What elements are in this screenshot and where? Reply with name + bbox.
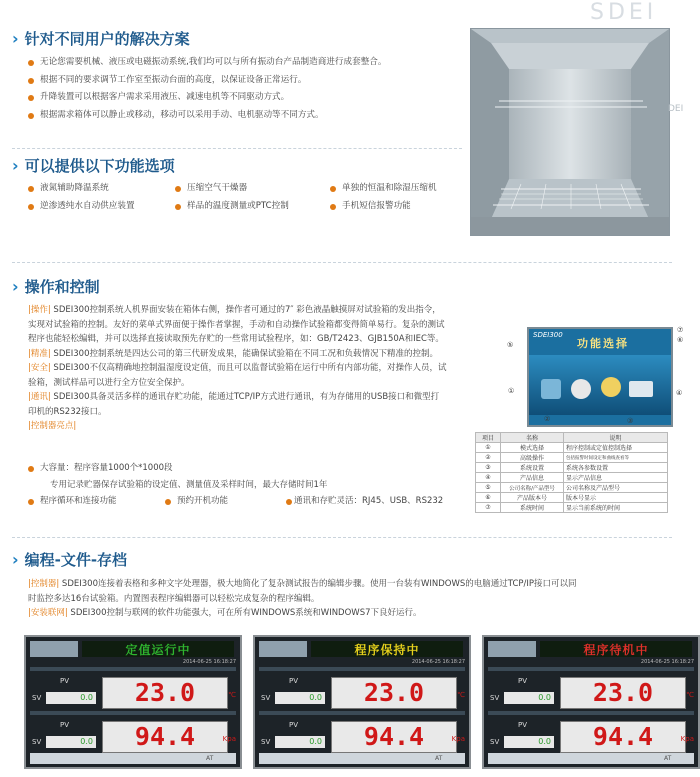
home-icon[interactable]: [30, 641, 78, 657]
bullet-icon: [330, 204, 336, 210]
home-icon[interactable]: [488, 641, 536, 657]
section-title-programming: › 编程-文件-存档: [12, 550, 128, 569]
photo-edge-text: DEI: [668, 104, 684, 114]
controller-screen-panel: [253, 635, 471, 769]
pv-value-temp: 23.0: [331, 677, 457, 709]
chamber-illustration: [471, 29, 669, 235]
callout-7: ⑦: [677, 326, 684, 334]
pv-label: PV: [518, 677, 528, 685]
advanced-icon: [571, 379, 591, 399]
watermark-logo: SDEI: [590, 0, 658, 25]
table-row: ② 高级操作 包括报警时间设定和曲线查看等: [476, 453, 668, 463]
divider: [12, 262, 672, 263]
list-item: 无论您需要机械、液压或电磁振动系统,我们均可以与所有振动台产品制造商进行成套整合。: [28, 56, 386, 69]
bullet-icon: [28, 186, 34, 192]
sv-label: SV: [32, 694, 42, 702]
pv-value-temp: 23.0: [102, 677, 228, 709]
sv-value-press[interactable]: 0.0: [46, 736, 96, 748]
bullet-icon: [28, 499, 34, 505]
bullet-icon: [28, 113, 34, 119]
table-row: ⑤ 公司名称/产品型号 公司名称及产品型号: [476, 483, 668, 493]
sv-label: SV: [490, 694, 500, 702]
callout-6: ⑥: [677, 336, 684, 344]
panel-datetime: 2014-06-25 16:18:27: [182, 659, 236, 665]
pv-value-press: 94.4: [560, 721, 686, 753]
header-bar: [30, 711, 236, 715]
chevron-right-icon: ›: [12, 156, 19, 175]
status-banner: 程序保持中: [311, 641, 463, 657]
sv-value-temp[interactable]: 0.0: [275, 692, 325, 704]
function-table: [475, 432, 668, 513]
highlight-item: 预约开机功能: [165, 495, 228, 508]
callout-2: ②: [544, 415, 551, 423]
screen-title: SDEI300: [533, 331, 563, 339]
option-item: 手机短信报警功能: [330, 200, 411, 213]
panel-footer: AT: [30, 753, 236, 764]
section-title-solutions: › 针对不同用户的解决方案: [12, 29, 190, 48]
bullet-icon: [175, 204, 181, 210]
operation-text: |操作| SDEI300控制系统人机界面安装在箱体右侧，操作者可通过的7″ 彩色液晶触摸屏对试验箱的发出指令， 实现对试验箱的控制。友好的菜单式界面便于操作者掌握，手动和自动操作试验箱都变得简单易行。复杂的测试 程序也能轻松编辑，并可以选择直接读取预先存贮的一些常用试验程序，如：GB/T2423、GJB150A和IEC等。 |精准| SDEI300控制系统是四达公司的第三代研发成果，能确保试验箱在不同工况和负载情况下精准的控制。 |安全| SDEI300不仅高精确地控制温湿度设定值，而且可以监督试验箱在运行中所有内部功能，对操作人员，试 验箱，测试样品可以进行全方位安全保护。 |通讯| SDEI300具备灵活多样的通讯存贮功能，能通过TCP/IP方式进行通讯，有为存储用的USB接口和微型打 印机的RS232接口。 |控制器亮点|: [28, 305, 447, 431]
unit-temp: ℃: [228, 691, 236, 699]
header-bar: [259, 711, 465, 715]
option-item: 单独的恒温和除湿压缩机: [330, 182, 437, 195]
pv-label: PV: [60, 677, 70, 685]
callout-1: ①: [508, 387, 515, 395]
home-icon[interactable]: [259, 641, 307, 657]
chamber-interior-photo: [470, 28, 670, 236]
table-row: ⑥ 产品版本号 版本号显示: [476, 493, 668, 503]
divider: [12, 537, 672, 538]
table-row: ⑦ 系统时间 显示当前系统的时间: [476, 503, 668, 513]
panel-datetime: 2014-06-25 16:18:27: [411, 659, 465, 665]
option-item: 压缩空气干燥器: [175, 182, 247, 195]
controller-screen-panel: [24, 635, 242, 769]
sv-value-press[interactable]: 0.0: [504, 736, 554, 748]
highlight-capacity: 大容量：程序容量1000个*1000段: [28, 462, 173, 475]
sv-label: SV: [261, 694, 271, 702]
touchscreen-illustration: [527, 327, 673, 427]
pv-label: PV: [518, 721, 528, 729]
unit-press: Kpa: [680, 735, 694, 743]
sv-label: SV: [261, 738, 271, 746]
sv-value-temp[interactable]: 0.0: [46, 692, 96, 704]
status-banner: 程序待机中: [540, 641, 692, 657]
bullet-icon: [28, 204, 34, 210]
callout-4: ④: [676, 389, 683, 397]
chevron-right-icon: ›: [12, 29, 19, 48]
table-row: ④ 产品信息 显示产品信息: [476, 473, 668, 483]
unit-temp: ℃: [686, 691, 694, 699]
bullet-icon: [286, 499, 292, 505]
header-bar: [488, 711, 694, 715]
option-item: 液氮辅助降温系统: [28, 182, 109, 195]
section-title-operation: › 操作和控制: [12, 277, 100, 296]
table-row: ③ 系统设置 系统各参数设置: [476, 463, 668, 473]
status-banner: 定值运行中: [82, 641, 234, 657]
sv-value-press[interactable]: 0.0: [275, 736, 325, 748]
header-bar: [259, 667, 465, 671]
chevron-right-icon: ›: [12, 277, 19, 296]
mode-select-icon: [541, 379, 561, 399]
bullet-icon: [28, 60, 34, 66]
section-title-options: › 可以提供以下功能选项: [12, 156, 175, 175]
pv-value-press: 94.4: [331, 721, 457, 753]
panel-footer: AT: [488, 753, 694, 764]
pv-value-press: 94.4: [102, 721, 228, 753]
sv-label: SV: [32, 738, 42, 746]
chevron-right-icon: ›: [12, 550, 19, 569]
pv-value-temp: 23.0: [560, 677, 686, 709]
bullet-icon: [28, 95, 34, 101]
bullet-icon: [28, 78, 34, 84]
list-item: 根据需求箱体可以静止或移动，移动可以采用手动、电机驱动等不同方式。: [28, 109, 324, 122]
list-item: 根据不同的要求调节工作室至振动台面的高度，以保证设备正常运行。: [28, 74, 306, 87]
unit-press: Kpa: [222, 735, 236, 743]
table-header-row: 项目 名称 说明: [476, 433, 668, 443]
bullet-icon: [175, 186, 181, 192]
table-row: ① 模式选择 程序控制或定值控制选择: [476, 443, 668, 453]
screen-subtitle: 功能选择: [577, 337, 629, 350]
info-icon: [629, 381, 653, 397]
programming-text: |控制器| SDEI300连接着表格和多种文字处理器，极大地简化了复杂测试报告的编辑步骤。使用一台装有WINDOWS的电脑通过TCP/IP接口可以同 时监控多达16台试验箱。内置图表程序编辑器可以轻松完成复杂的程序编辑。 |安装联网| SDEI300控制与联网的软件功能强大，可在所有WINDOWS系统和WINDOWS7下良好运行。: [28, 579, 577, 618]
option-item: 样品的温度测量或PTC控制: [175, 200, 289, 213]
divider: [12, 148, 462, 149]
pv-label: PV: [289, 721, 299, 729]
option-item: 逆渗透纯水自动供应装置: [28, 200, 135, 213]
panel-datetime: 2014-06-25 16:18:27: [640, 659, 694, 665]
highlight-recorder: 专用记录贮器保存试验箱的设定值、测量值及采样时间，最大存储时间1年: [50, 480, 328, 490]
header-bar: [30, 667, 236, 671]
pv-label: PV: [289, 677, 299, 685]
sv-value-temp[interactable]: 0.0: [504, 692, 554, 704]
highlight-item: 通讯和存贮灵活：RJ45、USB、RS232: [286, 495, 443, 508]
pv-label: PV: [60, 721, 70, 729]
header-bar: [488, 667, 694, 671]
sv-label: SV: [490, 738, 500, 746]
unit-temp: ℃: [457, 691, 465, 699]
unit-press: Kpa: [451, 735, 465, 743]
bullet-icon: [165, 499, 171, 505]
callout-3: ③: [627, 417, 634, 425]
bullet-icon: [28, 466, 34, 472]
controller-screen-panel: [482, 635, 700, 769]
callout-5-left: ⑤: [507, 341, 514, 349]
settings-icon: [601, 377, 621, 397]
list-item: 升降装置可以根据客户需求采用液压、减速电机等不同驱动方式。: [28, 91, 289, 104]
highlight-item: 程序循环和连接功能: [28, 495, 117, 508]
panel-footer: AT: [259, 753, 465, 764]
bullet-icon: [330, 186, 336, 192]
